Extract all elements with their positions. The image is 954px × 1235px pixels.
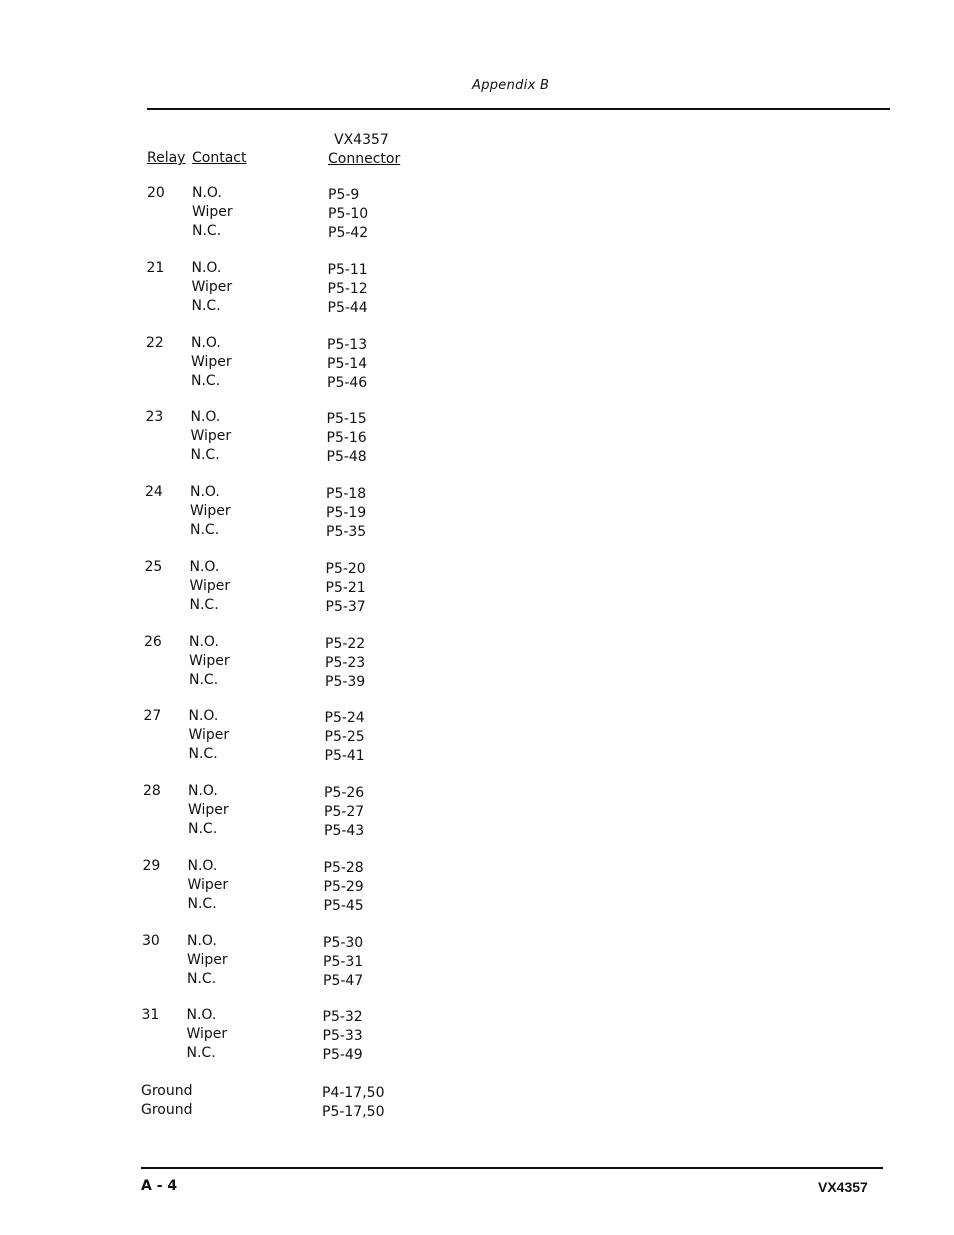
contact-type: Wiper bbox=[191, 353, 232, 370]
connector-pin-list bbox=[324, 859, 364, 916]
contact-type: Wiper bbox=[189, 652, 230, 669]
relay-table bbox=[141, 184, 547, 1081]
connector-pin-list bbox=[327, 336, 367, 393]
connector-pin: P5-24 bbox=[324, 710, 365, 727]
contact-type: Wiper bbox=[190, 428, 232, 445]
connector-pin-list bbox=[328, 261, 368, 318]
connector-heading-line1: VX4357 bbox=[334, 132, 389, 148]
contact-type: Wiper bbox=[186, 1026, 228, 1043]
relay-group bbox=[143, 782, 547, 838]
connector-pin-list bbox=[326, 560, 366, 617]
connector-pin: P5-29 bbox=[323, 878, 364, 895]
connector-pin: P5-49 bbox=[322, 1047, 363, 1064]
ground-pins: P5-17,50 bbox=[322, 1104, 385, 1120]
contact-list bbox=[189, 707, 230, 764]
connector-pin: P5-33 bbox=[322, 1028, 363, 1045]
relay-number: 25 bbox=[144, 558, 163, 575]
contact-list bbox=[191, 334, 232, 391]
connector-pin: P5-13 bbox=[327, 336, 368, 353]
relay-number: 27 bbox=[143, 708, 162, 725]
connector-column-heading: Connector bbox=[328, 151, 401, 167]
relay-group bbox=[147, 184, 547, 240]
ground-label: Ground bbox=[141, 1102, 193, 1118]
header-rule bbox=[147, 108, 890, 110]
connector-pin-list bbox=[324, 784, 364, 841]
contact-type: Wiper bbox=[192, 204, 233, 220]
connector-pin: P5-20 bbox=[325, 560, 366, 577]
relay-group bbox=[147, 259, 548, 315]
connector-pin: P5-47 bbox=[323, 972, 364, 989]
connector-pin: P5-12 bbox=[327, 280, 368, 297]
contact-type: Wiper bbox=[188, 727, 230, 744]
contact-list bbox=[187, 932, 228, 989]
connector-pin: P5-32 bbox=[322, 1009, 363, 1026]
contact-type: Wiper bbox=[189, 577, 231, 594]
contact-type: N.C. bbox=[190, 522, 220, 538]
connector-pin: P5-28 bbox=[323, 859, 364, 876]
connector-pin: P5-21 bbox=[325, 579, 366, 596]
connector-pin-list bbox=[325, 635, 365, 692]
contact-type: N.O. bbox=[190, 484, 220, 500]
contact-type: N.C. bbox=[187, 895, 217, 912]
connector-pin: P5-44 bbox=[327, 299, 368, 316]
ground-label: Ground bbox=[141, 1083, 193, 1099]
relay-number: 22 bbox=[146, 334, 164, 351]
contact-list bbox=[187, 1006, 228, 1063]
connector-pin-list bbox=[328, 186, 368, 243]
connector-pin: P5-16 bbox=[326, 430, 367, 447]
relay-group bbox=[143, 857, 548, 913]
contact-type: N.O. bbox=[189, 558, 220, 575]
relay-group bbox=[142, 932, 547, 988]
connector-pin: P5-15 bbox=[326, 411, 367, 428]
connector-pin: P5-22 bbox=[325, 635, 366, 652]
relay-number: 26 bbox=[144, 633, 162, 650]
connector-pin: P5-11 bbox=[327, 261, 368, 278]
contact-type: N.C. bbox=[188, 746, 218, 763]
relay-number: 20 bbox=[147, 185, 165, 201]
contact-list bbox=[192, 259, 233, 316]
contact-type: N.C. bbox=[187, 970, 217, 987]
contact-type: N.O. bbox=[187, 932, 217, 949]
relay-number: 29 bbox=[142, 857, 161, 874]
connector-pin-list bbox=[323, 1008, 363, 1065]
contact-list bbox=[191, 408, 232, 465]
contact-type: N.C. bbox=[189, 671, 219, 688]
contact-list bbox=[192, 184, 233, 241]
contact-type: N.O. bbox=[187, 857, 218, 874]
contact-list bbox=[189, 633, 230, 690]
contact-type: N.C. bbox=[189, 596, 219, 613]
connector-pin: P5-39 bbox=[325, 673, 366, 690]
connector-pin: P5-37 bbox=[325, 598, 366, 615]
contact-type: N.C. bbox=[191, 297, 221, 314]
contact-type: Wiper bbox=[188, 802, 229, 818]
relay-group bbox=[146, 334, 547, 390]
connector-pin: P5-14 bbox=[327, 355, 368, 372]
footer-rule bbox=[141, 1167, 883, 1169]
connector-pin: P5-35 bbox=[326, 524, 367, 540]
connector-pin: P5-10 bbox=[328, 206, 369, 222]
contact-type: N.O. bbox=[186, 1007, 217, 1024]
relay-group bbox=[142, 1006, 548, 1062]
relay-number: 21 bbox=[146, 259, 165, 276]
contact-type: N.O. bbox=[188, 708, 219, 725]
connector-pin: P5-26 bbox=[324, 785, 365, 801]
connector-pin: P5-43 bbox=[324, 823, 365, 839]
contact-list bbox=[190, 483, 231, 540]
relay-column-heading: Relay bbox=[147, 150, 186, 166]
relay-number: 30 bbox=[142, 932, 160, 949]
connector-pin-list bbox=[323, 934, 363, 991]
connector-pin: P5-27 bbox=[324, 804, 365, 820]
connector-pin: P5-31 bbox=[323, 953, 364, 970]
contact-type: N.O. bbox=[189, 633, 219, 650]
contact-list bbox=[188, 782, 229, 839]
connector-pin-list bbox=[325, 709, 365, 766]
relay-number: 24 bbox=[145, 484, 163, 500]
connector-pin: P5-23 bbox=[325, 654, 366, 671]
relay-group bbox=[144, 633, 547, 689]
contact-type: N.C. bbox=[188, 821, 218, 837]
connector-pin: P5-42 bbox=[328, 225, 369, 241]
contact-column-heading: Contact bbox=[192, 150, 247, 166]
relay-number: 31 bbox=[141, 1007, 160, 1024]
connector-pin: P5-41 bbox=[324, 748, 365, 765]
relay-group bbox=[145, 558, 548, 614]
model-name: VX4357 bbox=[818, 1179, 868, 1195]
contact-type: Wiper bbox=[191, 278, 233, 295]
contact-type: N.O. bbox=[191, 334, 221, 351]
contact-type: Wiper bbox=[187, 951, 228, 968]
relay-number: 23 bbox=[145, 409, 164, 426]
contact-type: N.C. bbox=[190, 447, 220, 464]
connector-pin: P5-30 bbox=[323, 934, 364, 951]
contact-list bbox=[190, 558, 231, 615]
contact-type: N.O. bbox=[188, 783, 218, 799]
connector-pin: P5-48 bbox=[326, 449, 367, 466]
contact-type: N.C. bbox=[192, 223, 222, 239]
connector-pin: P5-25 bbox=[324, 729, 365, 746]
contact-type: Wiper bbox=[190, 503, 231, 519]
contact-type: Wiper bbox=[187, 876, 229, 893]
connector-pin: P5-18 bbox=[326, 486, 367, 502]
connector-pin: P5-46 bbox=[327, 374, 368, 391]
relay-number: 28 bbox=[143, 783, 161, 799]
contact-type: N.O. bbox=[191, 259, 222, 276]
page-number: A - 4 bbox=[141, 1178, 178, 1194]
connector-pin: P5-19 bbox=[326, 505, 367, 521]
relay-group bbox=[144, 707, 548, 763]
page-header-title: Appendix B bbox=[472, 78, 550, 93]
contact-type: N.O. bbox=[190, 409, 221, 426]
relay-group bbox=[145, 483, 547, 539]
contact-type: N.O. bbox=[192, 185, 222, 201]
relay-group bbox=[146, 408, 548, 464]
contact-type: N.C. bbox=[191, 372, 221, 389]
contact-list bbox=[188, 857, 229, 914]
connector-pin: P5-45 bbox=[323, 897, 364, 914]
ground-pins: P4-17,50 bbox=[322, 1085, 385, 1101]
contact-type: N.C. bbox=[186, 1045, 216, 1062]
connector-pin: P5-9 bbox=[328, 187, 360, 203]
connector-pin-list bbox=[327, 410, 367, 467]
connector-pin-list bbox=[326, 485, 366, 542]
